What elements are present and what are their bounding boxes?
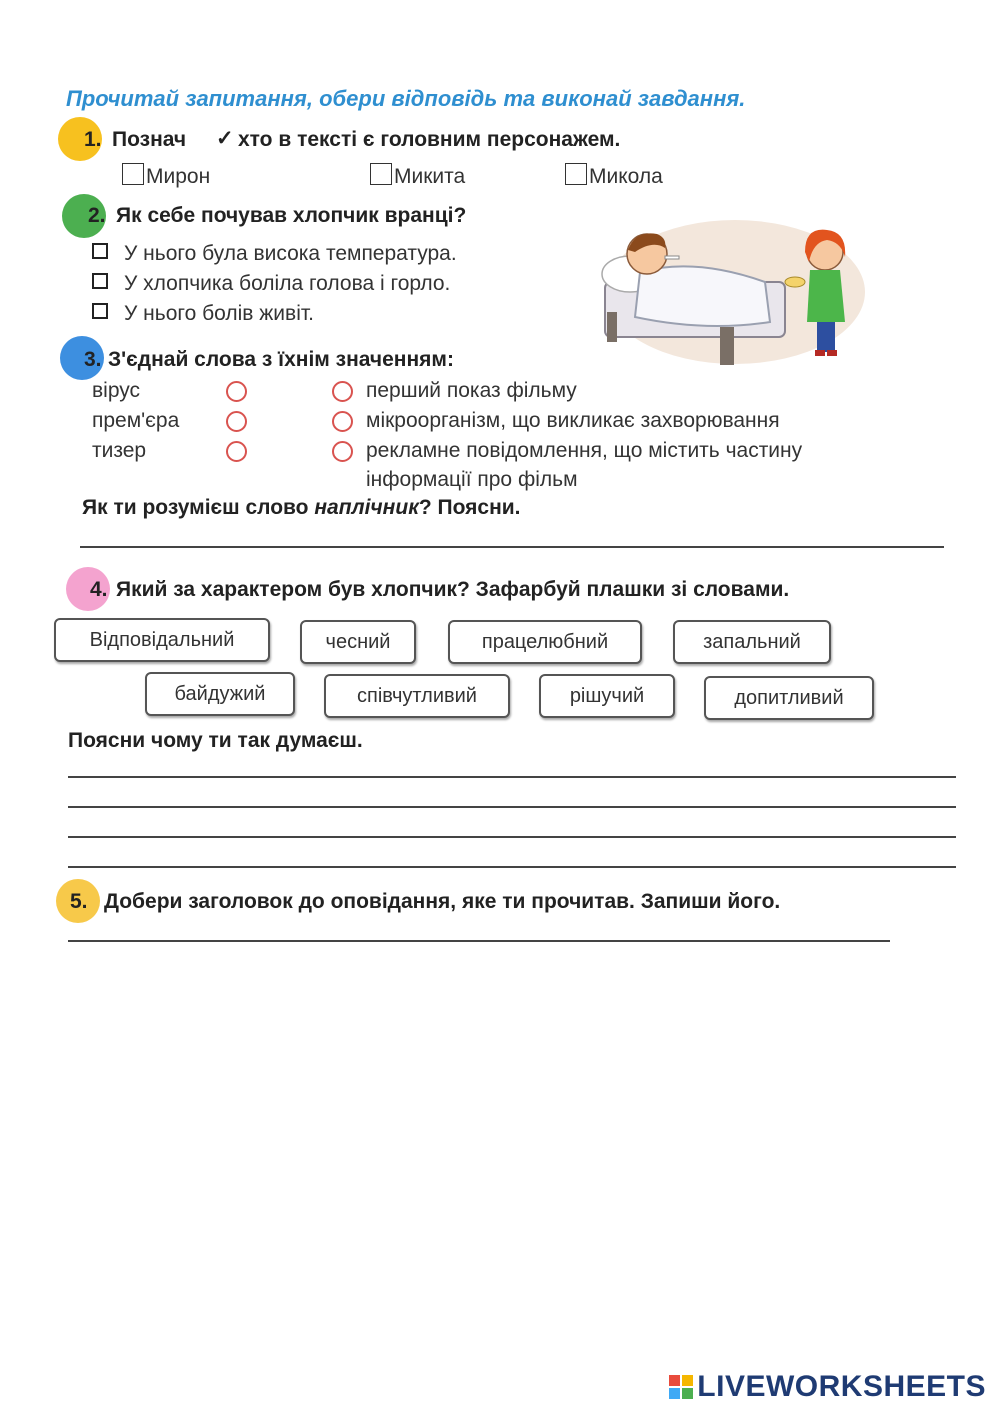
q4-number: 4. bbox=[90, 578, 108, 601]
q2-question: Як себе почував хлопчик вранці? bbox=[116, 204, 467, 227]
q1-option-mykyta[interactable] bbox=[370, 163, 465, 189]
logo-square bbox=[682, 1375, 693, 1386]
q3-meaning-connector[interactable] bbox=[332, 441, 353, 462]
option-label: У хлопчика боліла голова і горло. bbox=[124, 272, 451, 295]
q4-answer-line[interactable] bbox=[68, 806, 956, 808]
sick-boy-illustration bbox=[595, 212, 865, 372]
bed-leg bbox=[720, 327, 734, 365]
cup bbox=[785, 277, 805, 287]
bed-leg bbox=[607, 312, 617, 342]
option-label: Мирон bbox=[146, 165, 211, 188]
q3-word-connector[interactable] bbox=[226, 381, 247, 402]
trait-pill-hot-tempered[interactable]: запальний bbox=[673, 620, 831, 664]
q2-option-3[interactable] bbox=[92, 302, 314, 326]
q2-option-2[interactable] bbox=[92, 272, 450, 296]
q3-word-premiere: прем'єра bbox=[92, 409, 180, 432]
checkbox[interactable] bbox=[92, 243, 108, 259]
q3-meaning-connector[interactable] bbox=[332, 411, 353, 432]
q3-meaning-3-cont: інформації про фільм bbox=[366, 468, 578, 491]
q4-explain-prompt: Поясни чому ти так думаєш. bbox=[68, 729, 363, 752]
trait-pill-decisive[interactable]: рішучий bbox=[539, 674, 675, 718]
checkbox[interactable] bbox=[565, 163, 587, 185]
option-label: У нього болів живіт. bbox=[124, 302, 314, 325]
q4-answer-line[interactable] bbox=[68, 836, 956, 838]
liveworksheets-logo bbox=[669, 1370, 986, 1404]
trait-pill-curious[interactable]: допитливий bbox=[704, 676, 874, 720]
trait-pill-honest[interactable]: чесний bbox=[300, 620, 416, 664]
q1-question: хто в тексті є головним персонажем. bbox=[238, 128, 621, 151]
q2-number: 2. bbox=[88, 204, 106, 227]
girl-dress bbox=[807, 270, 845, 322]
q3-meaning-2: мікроорганізм, що викликає захворювання bbox=[366, 409, 780, 432]
logo-text: LIVEWORKSHEETS bbox=[697, 1370, 986, 1403]
trait-pill-responsible[interactable]: Відповідальний bbox=[54, 618, 270, 662]
explain-word: наплічник bbox=[314, 496, 419, 519]
explain-post: ? Поясни. bbox=[418, 496, 521, 519]
logo-square bbox=[669, 1375, 680, 1386]
explain-pre: Як ти розумієш слово bbox=[82, 496, 315, 519]
q3-explain-prompt bbox=[82, 496, 521, 520]
checkbox[interactable] bbox=[92, 303, 108, 319]
q3-meaning-1: перший показ фільму bbox=[366, 379, 577, 402]
q5-number: 5. bbox=[70, 890, 88, 913]
liveworksheets-logo-icon bbox=[669, 1375, 693, 1399]
q1-checkmark-icon: ✓ bbox=[216, 127, 234, 150]
q3-question: З'єднай слова з їхнім значенням: bbox=[108, 348, 454, 371]
q1-option-mykola[interactable] bbox=[565, 163, 663, 189]
q4-answer-line[interactable] bbox=[68, 866, 956, 868]
trait-pill-compassionate[interactable]: співчутливий bbox=[324, 674, 510, 718]
girl-legs bbox=[817, 322, 835, 352]
q1-option-myron[interactable] bbox=[122, 163, 210, 189]
q3-word-connector[interactable] bbox=[226, 411, 247, 432]
checkbox[interactable] bbox=[370, 163, 392, 185]
trait-pill-indifferent[interactable]: байдужий bbox=[145, 672, 295, 716]
girl-shoe bbox=[815, 350, 825, 356]
q5-question: Добери заголовок до оповідання, яке ти прочитав. Запиши його. bbox=[104, 890, 781, 913]
q3-meaning-connector[interactable] bbox=[332, 381, 353, 402]
instruction-heading: Прочитай запитання, обери відповідь та виконай завдання. bbox=[66, 86, 746, 111]
q5-answer-line[interactable] bbox=[68, 940, 890, 942]
logo-square bbox=[682, 1388, 693, 1399]
q2-option-1[interactable] bbox=[92, 242, 457, 266]
q1-number: 1. bbox=[84, 128, 102, 151]
q3-number: 3. bbox=[84, 348, 102, 371]
q3-word-connector[interactable] bbox=[226, 441, 247, 462]
thermometer bbox=[665, 256, 679, 259]
checkbox[interactable] bbox=[92, 273, 108, 289]
checkbox[interactable] bbox=[122, 163, 144, 185]
trait-pill-hardworking[interactable]: працелюбний bbox=[448, 620, 642, 664]
q1-prefix: Познач bbox=[112, 128, 187, 151]
option-label: Микита bbox=[394, 165, 466, 188]
girl-shoe bbox=[827, 350, 837, 356]
option-label: Микола bbox=[589, 165, 663, 188]
q3-answer-line[interactable] bbox=[80, 546, 944, 548]
q3-word-teaser: тизер bbox=[92, 439, 147, 462]
q4-answer-line[interactable] bbox=[68, 776, 956, 778]
q3-meaning-3: рекламне повідомлення, що містить частину bbox=[366, 439, 803, 462]
option-label: У нього була висока температура. bbox=[124, 242, 457, 265]
logo-square bbox=[669, 1388, 680, 1399]
q3-word-virus: вірус bbox=[92, 379, 141, 402]
q4-question: Який за характером був хлопчик? Зафарбуй плашки зі словами. bbox=[116, 578, 790, 601]
